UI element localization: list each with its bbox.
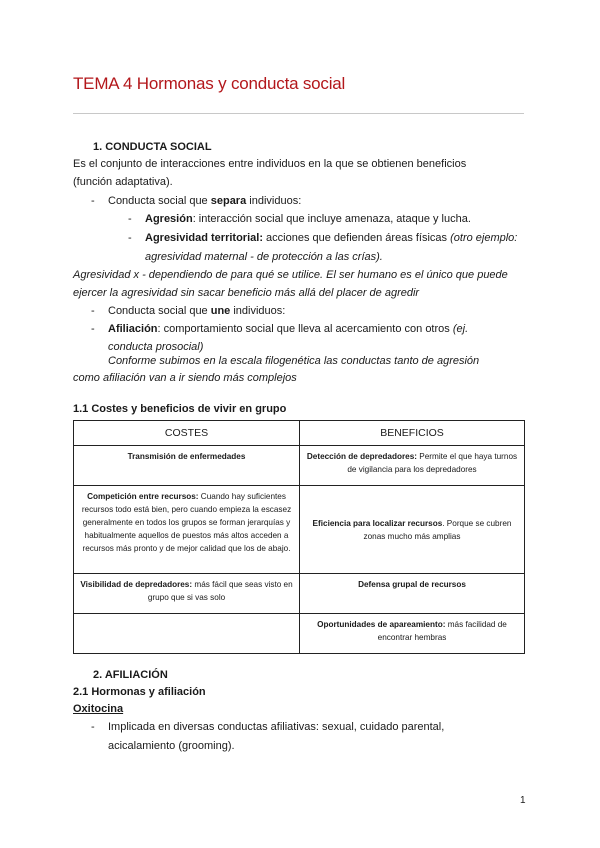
table-cell [74, 446, 300, 486]
territorial-line-2: agresividad maternal - de protección a las crías). [145, 251, 383, 263]
separa-prefix: Conducta social que [108, 195, 211, 207]
cost-competition-text: Cuando hay suficientes recursos todo está bien, pero cuando empieza la escasez generalmente en todos los grupos se forman jerarquías y habitualmente aquellos de puestos más altos acceden a recursos más pronto y de mejor calidad que los de abajo. [81, 492, 292, 553]
afiliacion-term: Afiliación [108, 323, 158, 335]
une-prefix: Conducta social que [108, 305, 211, 317]
page-number: 1 [520, 795, 526, 806]
header-beneficios: BENEFICIOS [300, 421, 525, 446]
benefit-efficiency-text: . Porque se cubren zonas mucho más amplias [363, 518, 512, 541]
phylogenetic-note-line-1: Conforme subimos en la escala filogenética las conductas tanto de agresión [108, 355, 480, 367]
aggression-note-line-1: Agresividad x - dependiendo de para qué se utilice. El ser humano es el único que puede [73, 269, 508, 281]
bullet-dash: - [128, 232, 132, 244]
agresion-term: Agresión [145, 213, 193, 225]
bullet-dash: - [128, 213, 132, 225]
section-2-heading: 2. AFILIACIÓN [93, 669, 168, 681]
costs-benefits-table [73, 420, 525, 654]
section-2-1-heading: 2.1 Hormonas y afiliación [73, 686, 206, 698]
benefit-efficiency-title: Eficiencia para localizar recursos [312, 518, 443, 528]
bullet-dash: - [91, 323, 95, 335]
section-1-heading: 1. CONDUCTA SOCIAL [93, 141, 212, 153]
table-cell [74, 486, 300, 574]
cost-disease: Transmisión de enfermedades [127, 452, 246, 461]
definition-line-2: (función adaptativa). [73, 176, 173, 188]
separa-suffix: individuos: [246, 195, 302, 207]
territorial-definition: acciones que defienden áreas físicas [262, 232, 451, 244]
oxitocina-line-1: Implicada en diversas conductas afiliativas: sexual, cuidado parental, [108, 721, 445, 733]
agresion-definition: : interacción social que incluye amenaza, ataque y lucha. [192, 213, 471, 225]
territorial-item [145, 229, 517, 248]
afiliacion-example: (ej. [452, 323, 469, 335]
bullet-dash: - [91, 195, 95, 207]
afiliacion-definition: : comportamiento social que lleva al acercamiento con otros [157, 323, 453, 335]
table-cell [300, 486, 525, 574]
benefit-defense: Defensa grupal de recursos [358, 580, 466, 589]
territorial-example: (otro ejemplo: [450, 232, 518, 244]
une-suffix: individuos: [230, 305, 286, 317]
cost-visibility-title: Visibilidad de depredadores: [80, 580, 193, 589]
oxitocina-heading: Oxitocina [73, 703, 124, 715]
bullet-dash: - [91, 721, 95, 733]
benefit-mating-title: Oportunidades de apareamiento: [317, 620, 446, 629]
cost-competition-title: Competición entre recursos: [87, 492, 199, 501]
header-costes: COSTES [74, 421, 300, 446]
table-cell [74, 614, 300, 654]
une-item [108, 302, 285, 321]
aggression-note-line-2: ejercer la agresividad sin sacar beneficio más allá del placer de agredir [73, 287, 420, 299]
table-cell [300, 446, 525, 486]
oxitocina-line-2: acicalamiento (grooming). [108, 740, 235, 752]
afiliacion-line-2: conducta prosocial) [108, 341, 204, 353]
benefit-detection-text: Permite el que haya turnos de vigilancia para los depredadores [347, 452, 518, 474]
page-title: TEMA 4 Hormonas y conducta social [73, 74, 346, 93]
afiliacion-item [108, 320, 468, 339]
une-keyword: une [210, 305, 231, 317]
benefit-detection-title: Detección de depredadores: [306, 452, 417, 461]
table-cell [74, 574, 300, 614]
bullet-dash: - [91, 305, 95, 317]
benefit-mating-text: más facilidad de encontrar hembras [377, 620, 507, 642]
table-cell [300, 574, 525, 614]
definition-line-1: Es el conjunto de interacciones entre individuos en la que se obtienen beneficios [73, 158, 467, 170]
territorial-term: Agresividad territorial: [145, 232, 263, 244]
title-divider [73, 113, 524, 114]
section-1-1-heading: 1.1 Costes y beneficios de vivir en grupo [73, 403, 287, 415]
separa-item [108, 192, 301, 211]
cost-visibility-text: más fácil que seas visto en grupo que si vas solo [147, 580, 293, 602]
separa-keyword: separa [210, 195, 247, 207]
phylogenetic-note-line-2: como afiliación van a ir siendo más complejos [73, 372, 297, 384]
agresion-item [145, 210, 471, 229]
table-cell [300, 614, 525, 654]
